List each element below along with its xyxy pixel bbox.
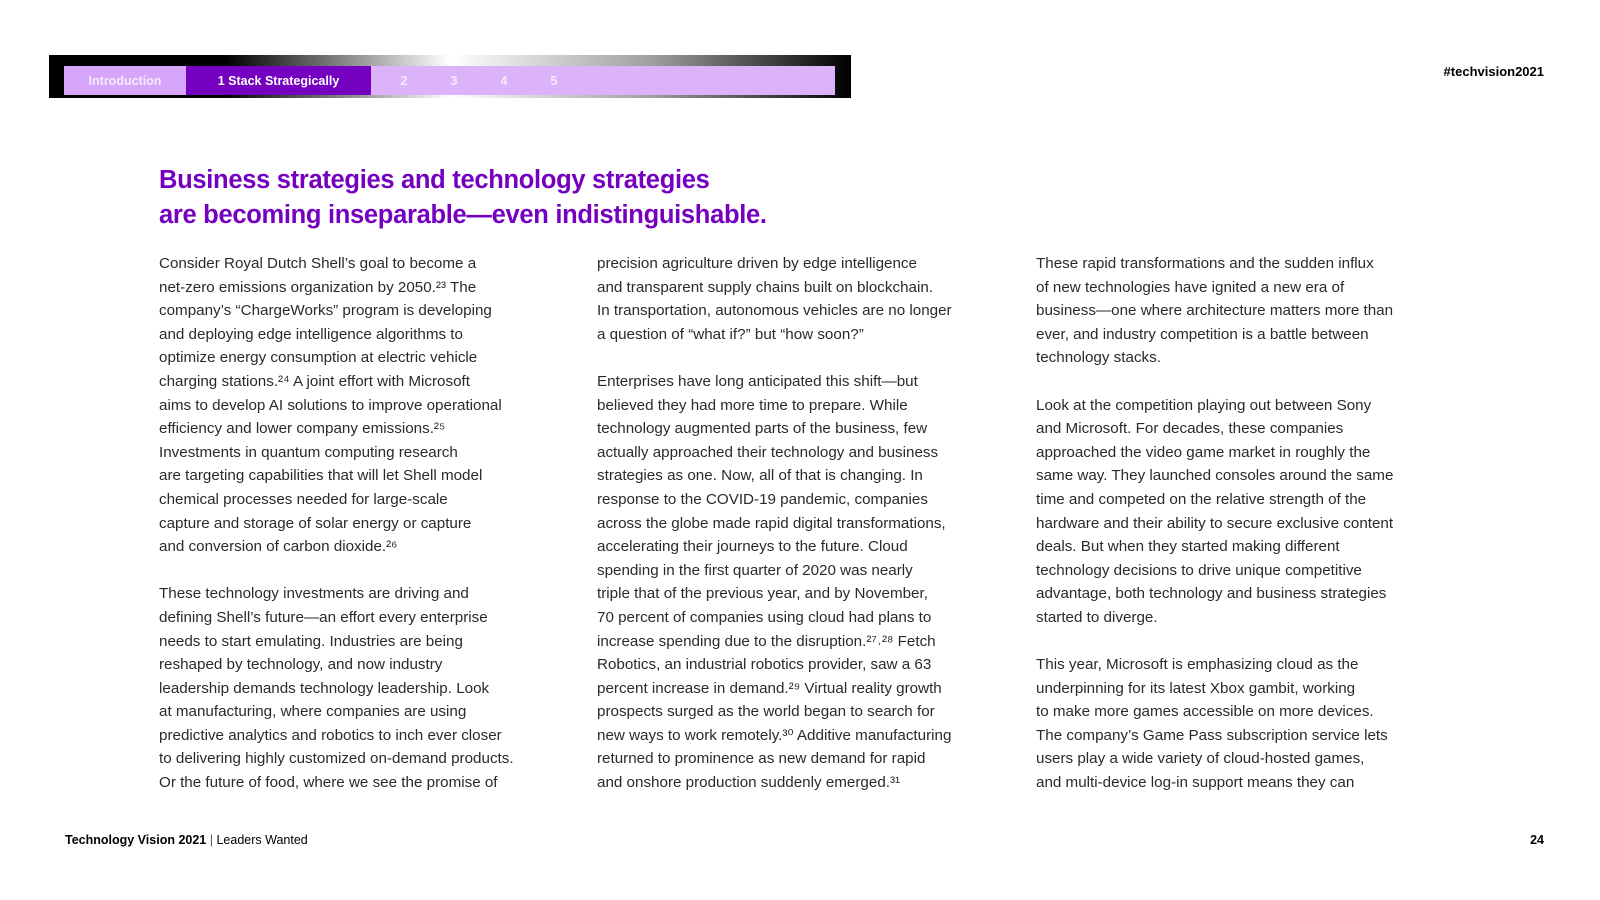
paragraph: Look at the competition playing out between Sony and Microsoft. For decades, these companies approached the video game market in roughly the same way. They launched consoles around the same time and competed on the relative strength of the hardware and their ability to secure exclusive content deals. But when they started making different technology decisions to drive unique competitive advantage, both technology and business strategies started to diverge. <box>1036 396 1394 626</box>
paragraph: precision agriculture driven by edge intelligence and transparent supply chains built on blockchain. In transportation, autonomous vehicles are no longer a question of “what if?” but “how soon?” <box>597 255 952 343</box>
section-nav-bar <box>49 55 851 98</box>
nav-tab-introduction[interactable]: Introduction <box>64 66 186 95</box>
paragraph: These technology investments are driving and defining Shell’s future—an effort every enterprise needs to start emulating. Industries are being reshaped by technology, and now industry leadership demands technology leadership. Look at manufacturing, where companies are using predictive analytics and robotics to inch ever closer to delivering highly customized on-demand products. Or the future of food, where we see the promise of <box>159 585 514 792</box>
nav-tab-2[interactable]: 2 <box>400 73 408 88</box>
paragraph: This year, Microsoft is emphasizing cloud as the underpinning for its latest Xbox gambit, working to make more games accessible on more devices. The company’s Game Pass subscription service lets users play a wide variety of cloud-hosted games, and multi-device log-in support means they can <box>1036 656 1388 792</box>
nav-tab-stack-strategically[interactable]: 1 Stack Strategically <box>186 66 371 95</box>
page-number: 24 <box>1530 833 1544 847</box>
paragraph: Consider Royal Dutch Shell’s goal to become a net-zero emissions organization by 2050.²³ The company’s “ChargeWorks” program is developing and deploying edge intelligence algorithms to optimize energy consumption at electric vehicle charging stations.²⁴ A joint effort with Microsoft aims to develop AI solutions to improve operational efficiency and lower company emissions.²⁵ Investments in quantum computing research are targeting capabilities that will let Shell model chemical processes needed for large-scale capture and storage of solar energy or capture and conversion of carbon dioxide.²⁶ <box>159 255 502 556</box>
nav-tab-3[interactable]: 3 <box>450 73 458 88</box>
headline-line-2: are becoming inseparable—even indistinguishable. <box>159 201 767 229</box>
page-headline <box>159 163 879 233</box>
footer-report-title <box>65 833 308 847</box>
paragraph: These rapid transformations and the sudden influx of new technologies have ignited a new era of business—one where architecture matters more than ever, and industry competition is a battle between technology stacks. <box>1036 255 1394 367</box>
text-column-2 <box>597 252 1007 818</box>
headline-line-1: Business strategies and technology strategies <box>159 166 710 194</box>
hashtag: #techvision2021 <box>1443 64 1544 79</box>
report-subtitle: Leaders Wanted <box>216 833 308 847</box>
section-nav <box>64 66 835 95</box>
nav-tab-5[interactable]: 5 <box>550 73 558 88</box>
paragraph: Enterprises have long anticipated this shift—but believed they had more time to prepare. While technology augmented parts of the business, few actually approached their technology and business strategies as one. Now, all of that is changing. In response to the COVID-19 pandemic, companies across the globe made rapid digital transformations, accelerating their journeys to the future. Cloud spending in the first quarter of 2020 was nearly triple that of the previous year, and by November, 70 percent of companies using cloud had plans to increase spending due to the disruption.²⁷˒²⁸ Fetch Robotics, an industrial robotics provider, saw a 63 percent increase in demand.²⁹ Virtual reality growth prospects surged as the world began to search for new ways to work remotely.³⁰ Additive manufacturing returned to prominence as new demand for rapid and onshore production suddenly emerged.³¹ <box>597 372 952 792</box>
text-column-3 <box>1036 252 1446 818</box>
footer-separator: | <box>209 833 213 847</box>
text-column-1 <box>159 252 569 818</box>
nav-tab-4[interactable]: 4 <box>500 73 508 88</box>
report-title: Technology Vision 2021 <box>65 833 207 847</box>
